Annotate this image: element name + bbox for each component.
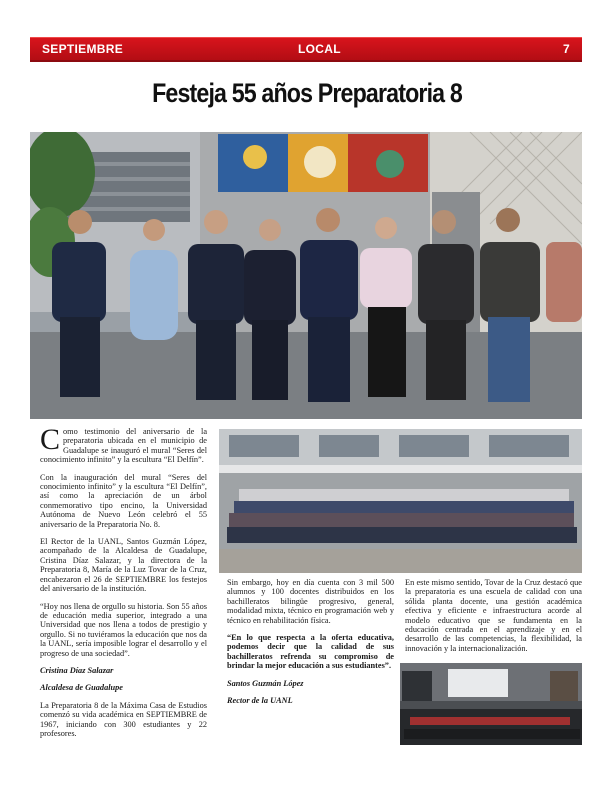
- col1-paragraph-2: Con la inauguración del mural “Seres del conocimiento infinito” y la escultura “El Delfín”, así como la apreciación de un árbol conmemorativo tipo encino, la Universidad Autónoma de Nuevo León celebró el 55 aniversario de la Preparatoria No. 8.: [40, 472, 207, 529]
- drop-cap: C: [40, 423, 61, 456]
- col1-paragraph-4: “Hoy nos llena de orgullo su historia. Son 55 años de educación media superior, integrado a una Universidad que nos llena a todos de prestigio y orgullo. Si no tuviéramos la educación que nos da la UANL, sería imposible lograr el desarrollo y el progreso de una sociedad”.: [40, 601, 207, 658]
- group-photo: [219, 429, 582, 573]
- col3-paragraph-1: En este mismo sentido, Tovar de la Cruz destacó que la preparatoria es una escuela de calidad con una sólida planta docente, una gestión académica efectiva y eficiente e infraestructura acorde al modelo educativo que se fundamenta en la educación centrada en el aprendizaje y en el desarrollo de las competencias, la flexibilidad, la innovación y la internacionalización.: [405, 578, 582, 653]
- col2-paragraph-1: Sin embargo, hoy en día cuenta con 3 mil 500 alumnos y 100 docentes distribuidos en los bachilleratos bilingüe progresivo, general, modalidad mixta, técnico en programación web y técnico en rehabilitación física.: [227, 578, 394, 625]
- article-column-1: [40, 423, 207, 746]
- signature-name: Cristina Díaz Salazar: [40, 665, 114, 675]
- col1-paragraph-3: El Rector de la UANL, Santos Guzmán López, acompañado de la Alcaldesa de Guadalupe, Cristina Díaz Salazar, y la directora de la Preparatoria 8, María de la Luz Tovar de la Cruz, encabezaron el 26 de SEPTIEMBRE los festejos del aniversario de la institución.: [40, 537, 207, 594]
- header-month: SEPTIEMBRE: [42, 42, 124, 56]
- headline: Festeja 55 años Preparatoria 8: [152, 78, 462, 108]
- col2-paragraph-2: “En lo que respecta a la oferta educativa, podemos decir que la calidad de sus bachilleratos refrenda su compromiso de brindar la mejor educación a sus estudiantes”.: [227, 633, 394, 671]
- signature-title: Rector de la UANL: [227, 696, 293, 706]
- col2-signature: [227, 679, 394, 706]
- auditorium-photo: [400, 663, 582, 745]
- col1-paragraph-5: La Preparatoria 8 de la Máxima Casa de Estudios comenzó su vida académica en SEPTIEMBRE de 1967, iniciando con 300 estudiantes y 22 profesores.: [40, 700, 207, 738]
- article-column-2: [227, 578, 394, 713]
- section-header-bar: [30, 37, 582, 62]
- article-column-3: [405, 578, 582, 661]
- col1-signature: [40, 666, 207, 693]
- main-photo: [30, 132, 582, 419]
- signature-title: Alcaldesa de Guadalupe: [40, 683, 123, 693]
- col1-paragraph-1: Como testimonio del aniversario de la preparatoria ubicada en el municipio de Guadalupe se inauguró el mural “Seres del conocimiento infinito” y la escultura “El Delfín”.: [40, 423, 207, 465]
- page-number: 7: [563, 42, 570, 56]
- header-section: LOCAL: [298, 42, 341, 56]
- signature-name: Santos Guzmán López: [227, 678, 304, 688]
